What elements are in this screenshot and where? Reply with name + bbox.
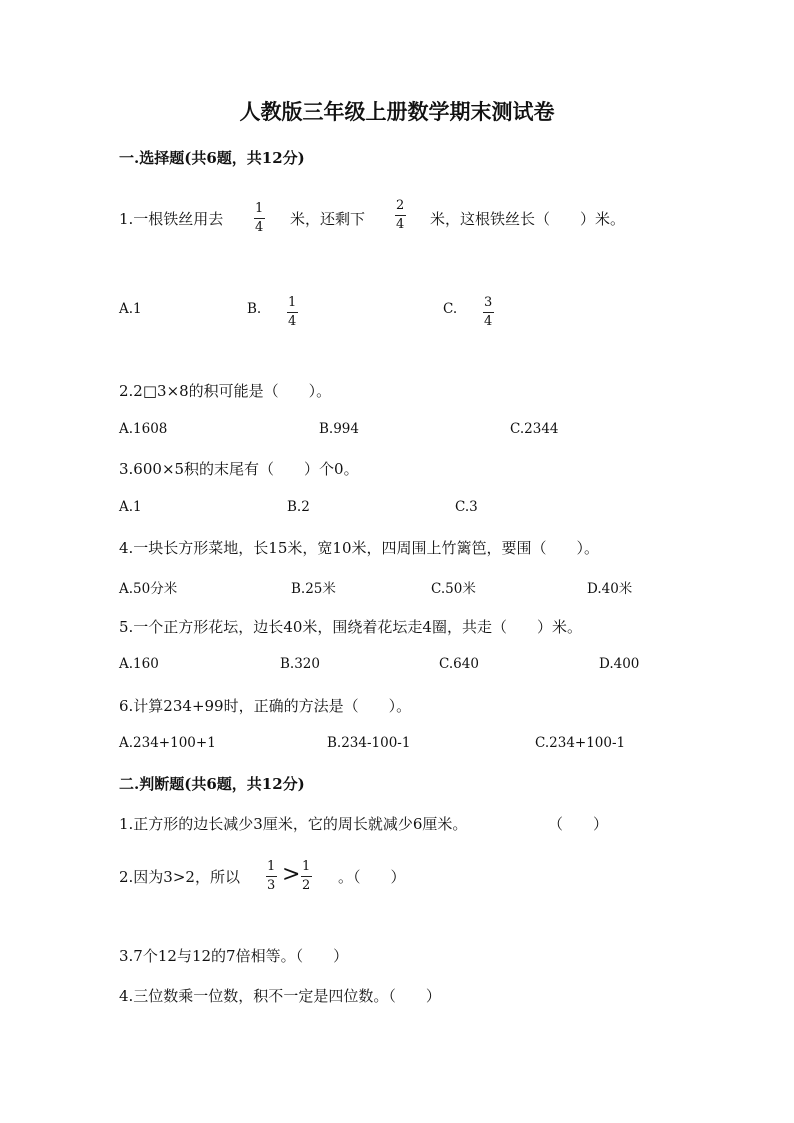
fraction-bar [254, 218, 265, 219]
fraction-numerator: 1 [267, 859, 276, 874]
option-b[interactable]: B.25米 [291, 581, 336, 597]
option-a[interactable]: A.234+100+1 [119, 735, 216, 751]
option-a[interactable]: A.160 [119, 656, 159, 672]
option-c[interactable]: C.50米 [431, 581, 476, 597]
option-c[interactable]: C.3 [455, 499, 478, 515]
fraction-denominator: 4 [255, 220, 264, 235]
section-heading-choice: 一.选择题(共6题，共12分) [119, 149, 305, 167]
question-text: 3.600×5积的末尾有（ ）个0。 [119, 460, 359, 478]
fraction-denominator: 2 [302, 878, 311, 893]
greater-than-sign: > [282, 862, 301, 887]
fraction [286, 296, 298, 329]
option-b[interactable]: B.994 [319, 421, 359, 437]
section-heading-judgement: 二.判断题(共6题，共12分) [119, 775, 305, 793]
option-b[interactable]: B.320 [280, 656, 320, 672]
answer-blank[interactable]: （ ） [548, 815, 609, 833]
fraction-denominator: 4 [396, 217, 405, 232]
option-b[interactable]: B. [247, 301, 262, 317]
fraction-numerator: 3 [484, 295, 493, 310]
question-text: 4.三位数乘一位数，积不一定是四位数。（ ） [119, 987, 441, 1005]
option-c[interactable]: C.640 [439, 656, 479, 672]
fraction [394, 199, 406, 232]
fraction-numerator: 1 [302, 859, 311, 874]
question-text: 4.一块长方形菜地，长15米，宽10米，四周围上竹篱笆，要围（ ）。 [119, 539, 599, 557]
option-b[interactable]: B.2 [287, 499, 310, 515]
fraction-denominator: 4 [484, 314, 493, 329]
fraction-bar [301, 876, 312, 877]
option-c[interactable]: C.234+100-1 [535, 735, 626, 751]
question-text: 2.2□3×8的积可能是（ ）。 [119, 382, 332, 400]
fraction-denominator: 4 [288, 314, 297, 329]
fraction-bar [287, 312, 298, 313]
fraction-bar [266, 876, 277, 877]
option-a[interactable]: A.1608 [119, 421, 168, 437]
fraction-denominator: 3 [267, 878, 276, 893]
fraction-numerator: 1 [288, 295, 297, 310]
fraction [253, 202, 265, 235]
fraction-bar [483, 312, 494, 313]
fraction-bar [395, 215, 406, 216]
fraction [482, 296, 494, 329]
option-a[interactable]: A.1 [119, 301, 142, 317]
question-text: 3.7个12与12的7倍相等。（ ） [119, 947, 349, 965]
question-text: 米，这根铁丝长（ ）米。 [430, 210, 626, 228]
fraction-numerator: 2 [396, 198, 405, 213]
option-a[interactable]: A.1 [119, 499, 142, 515]
option-d[interactable]: D.40米 [587, 581, 633, 597]
question-text: 1.一根铁丝用去 [119, 210, 224, 228]
fraction [300, 860, 312, 893]
question-text: 1.正方形的边长减少3厘米，它的周长就减少6厘米。 [119, 815, 468, 833]
question-text: 5.一个正方形花坛，边长40米，围绕着花坛走4圈，共走（ ）米。 [119, 618, 582, 636]
question-text: 6.计算234+99时，正确的方法是（ ）。 [119, 697, 412, 715]
option-b[interactable]: B.234-100-1 [327, 735, 411, 751]
page-title: 人教版三年级上册数学期末测试卷 [239, 99, 555, 124]
option-c[interactable]: C.2344 [510, 421, 559, 437]
fraction-numerator: 1 [255, 201, 264, 216]
option-d[interactable]: D.400 [599, 656, 640, 672]
option-c[interactable]: C. [443, 301, 458, 317]
question-text: 2.因为3>2，所以 [119, 868, 240, 886]
question-text: 米，还剩下 [290, 210, 366, 228]
question-text: 。（ ） [338, 868, 406, 886]
option-a[interactable]: A.50分米 [119, 581, 178, 597]
fraction [265, 860, 277, 893]
